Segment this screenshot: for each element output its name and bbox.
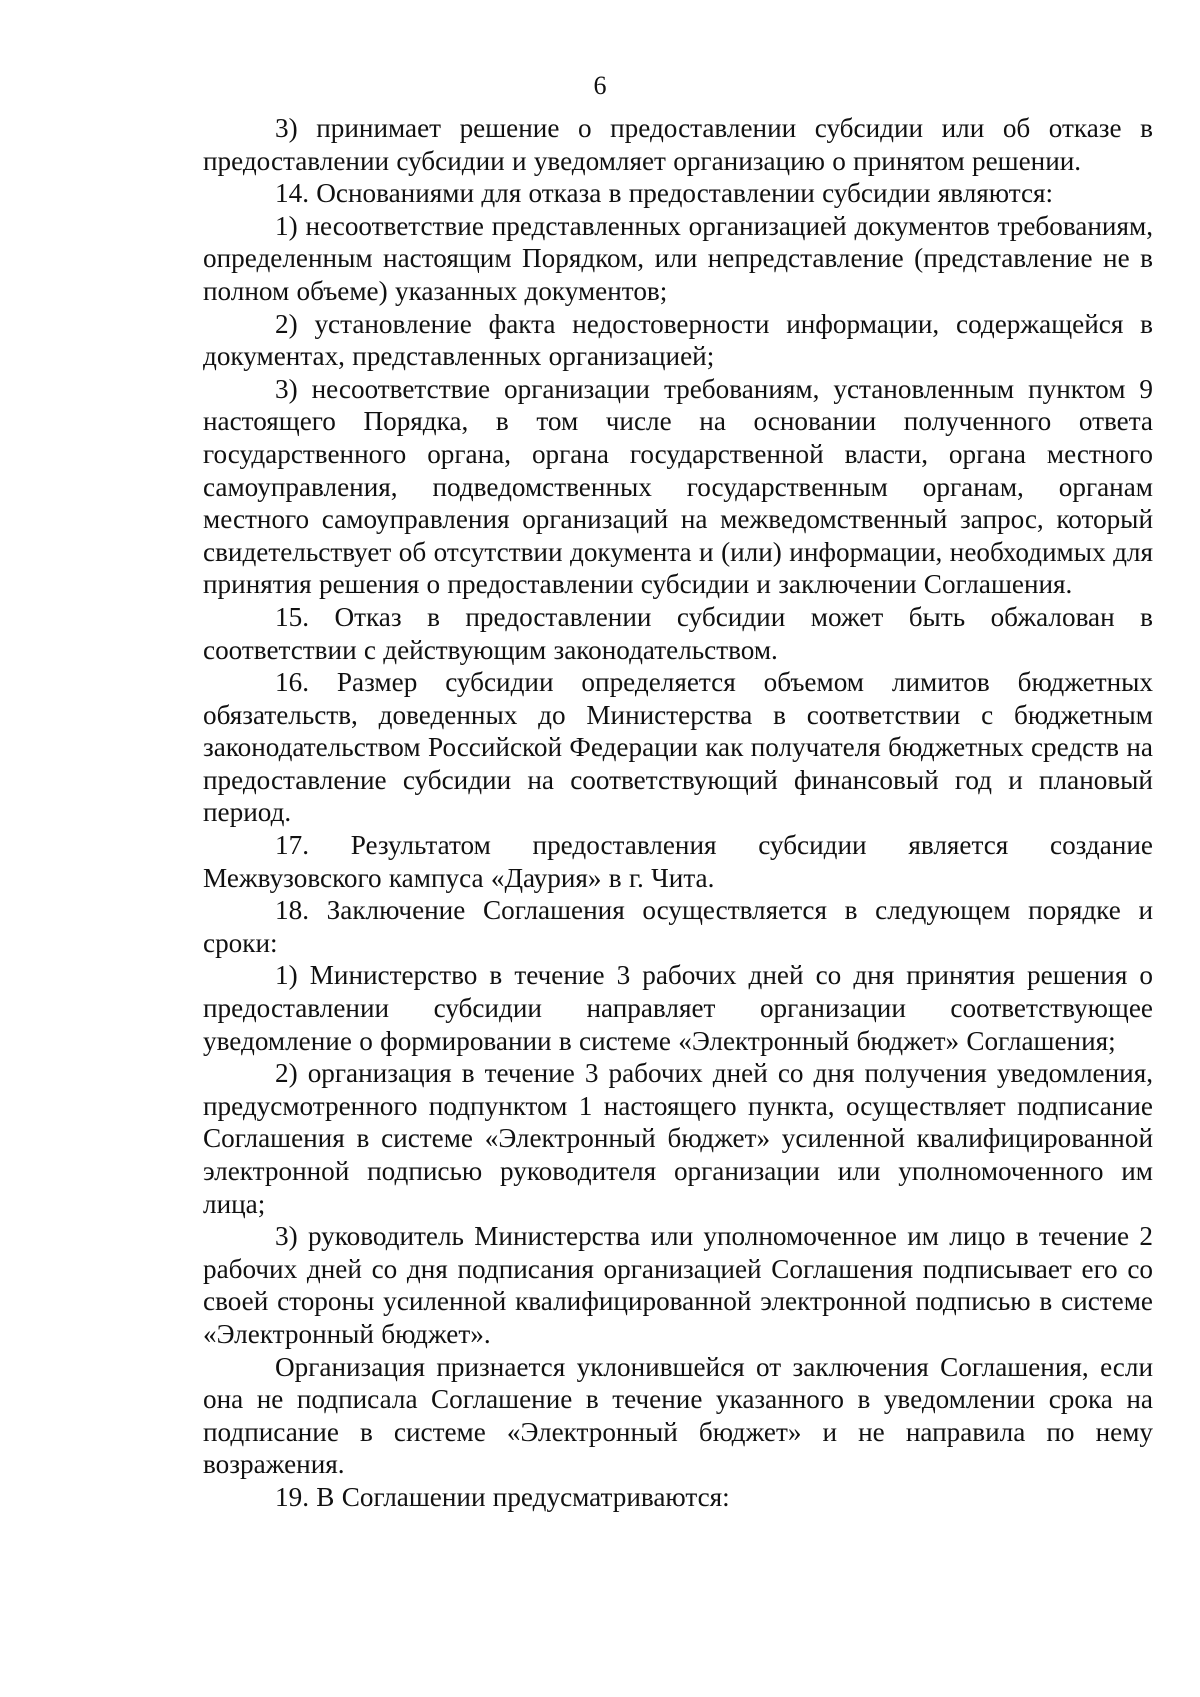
paragraph-14-item-3: 3) несоответствие организации требованиям, установленным пунктом 9 настоящего Порядка, в том числе на основании полученного ответа государственного органа, органа государственной власти, органа местного самоуправления, подведомственных государственным органам, органам местного самоуправления организаций на межведомственный запрос, который свидетельствует об отсутствии документа и (или) информации, необходимых для принятия решения о предоставлении субсидии и заключении Соглашения. [203, 373, 1153, 600]
paragraph-19-agreement-provisions: 19. В Соглашении предусматриваются: [275, 1481, 730, 1512]
paragraph-item-3-decision: 3) принимает решение о предоставлении субсидии или об отказе в предоставлении субсидии и уведомляет организацию о принятом решении. [203, 113, 1153, 176]
document-body [203, 112, 1153, 1514]
paragraph-18-item-1: 1) Министерство в течение 3 рабочих дней со дня принятия решения о предоставлении субсидии направляет организации соответствующее уведомление о формировании в системе «Электронный бюджет» Соглашения; [203, 960, 1153, 1056]
paragraph-17-result: 17. Результатом предоставления субсидии является создание Межвузовского кампуса «Даурия» в г. Чита. [203, 830, 1153, 893]
paragraph-18-item-3: 3) руководитель Министерства или уполномоченное им лицо в течение 2 рабочих дней со дня подписания организацией Соглашения подписывает его со своей стороны усиленной квалифицированной электронной подписью в системе «Электронный бюджет». [203, 1221, 1153, 1349]
paragraph-14-item-1: 1) несоответствие представленных организацией документов требованиям, определенным настоящим Порядком, или непредставление (представление не в полном объеме) указанных документов; [203, 210, 1153, 306]
paragraph-16-subsidy-size: 16. Размер субсидии определяется объемом лимитов бюджетных обязательств, доведенных до Министерства в соответствии с бюджетным законодательством Российской Федерации как получателя бюджетных средств на предоставление субсидии на соответствующий финансовый год и плановый период. [203, 667, 1153, 828]
paragraph-organization-evasion: Организация признается уклонившейся от заключения Соглашения, если она не подписала Соглашение в течение указанного в уведомлении срока на подписание в системе «Электронный бюджет» и не направила по нему возражения. [203, 1351, 1153, 1480]
paragraph-18-agreement-procedure: 18. Заключение Соглашения осуществляется в следующем порядке и сроки: [203, 895, 1153, 958]
paragraph-14-item-2: 2) установление факта недостоверности информации, содержащейся в документах, представленных организацией; [203, 308, 1153, 372]
page-number: 6 [593, 71, 607, 100]
paragraph-14-refusal-grounds: 14. Основаниями для отказа в предоставлении субсидии являются: [275, 178, 1054, 209]
paragraph-18-item-2: 2) организация в течение 3 рабочих дней со дня получения уведомления, предусмотренного подпунктом 1 настоящего пункта, осуществляет подписание Соглашения в системе «Электронный бюджет» усиленной квалифицированной электронной подписью руководителя организации или уполномоченного им лица; [203, 1058, 1153, 1219]
paragraph-15-appeal: 15. Отказ в предоставлении субсидии может быть обжалован в соответствии с действующим законодательством. [203, 601, 1153, 665]
